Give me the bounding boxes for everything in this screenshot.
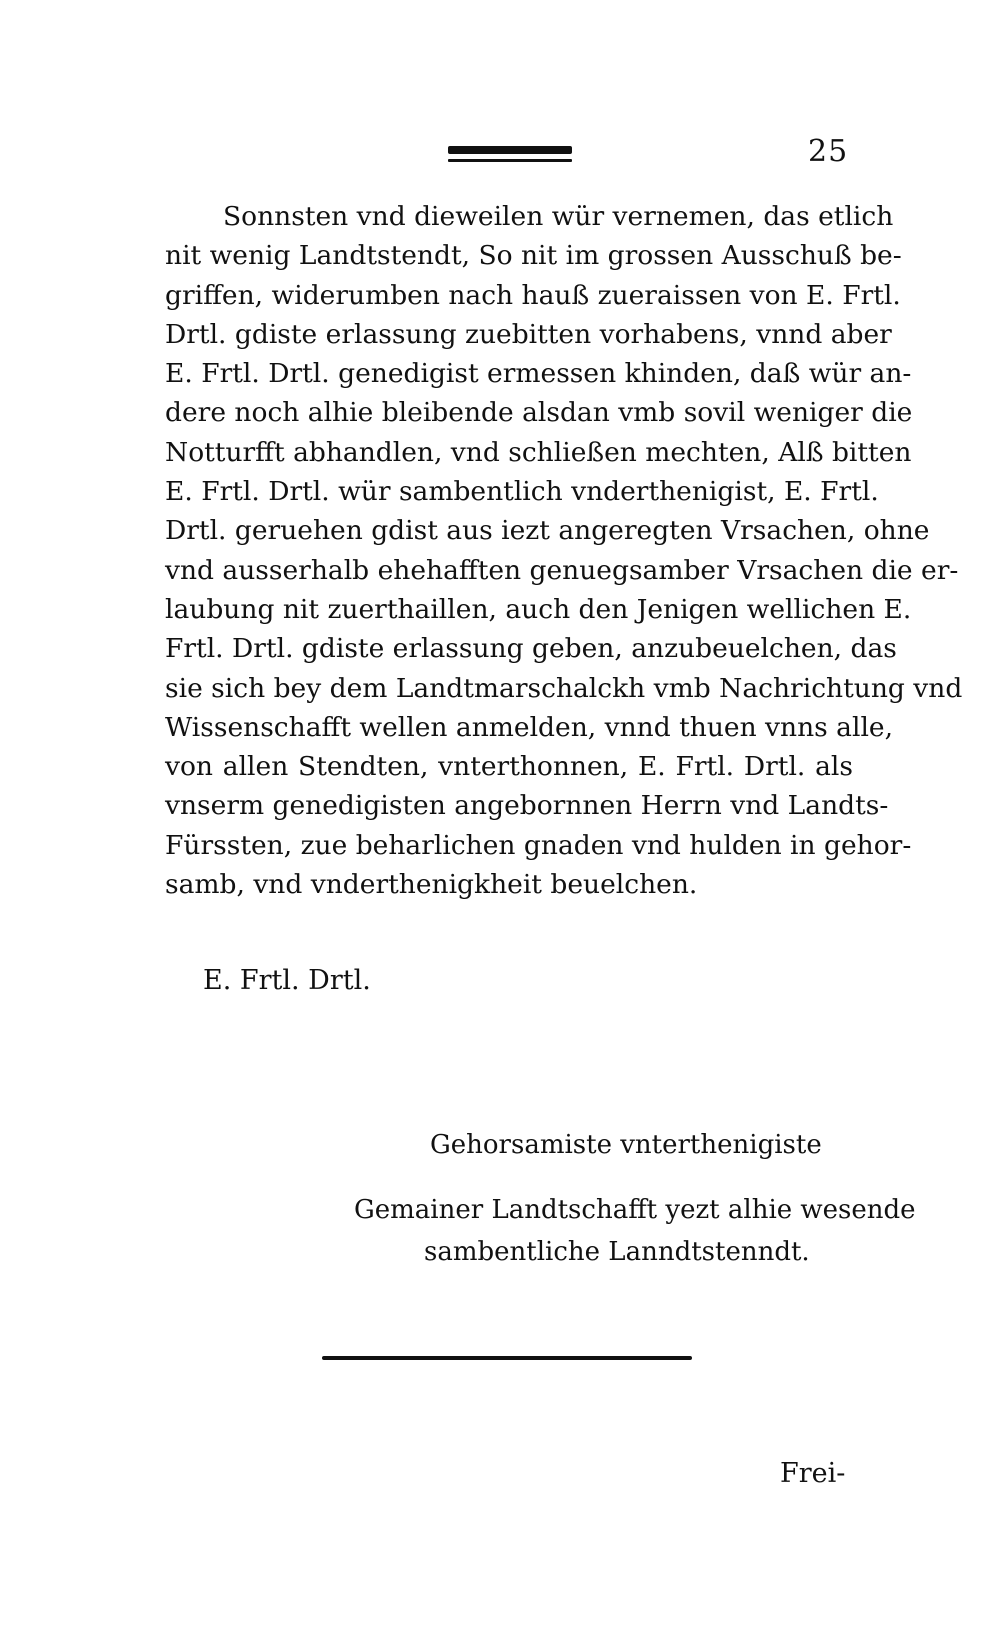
body-line: nit wenig Landtstendt, So nit im grossen Ausschuß be-	[165, 240, 902, 272]
header-rule-thin	[448, 159, 572, 162]
body-line: E. Frtl. Drtl. wür sambentlich vnderthenigist, E. Frtl.	[165, 476, 879, 508]
page-number: 25	[808, 134, 849, 169]
body-line: dere noch alhie bleibende alsdan vmb sovil weniger die	[165, 397, 913, 429]
body-paragraph	[165, 197, 963, 904]
body-line: von allen Stendten, vnterthonnen, E. Frtl. Drtl. als	[165, 751, 853, 783]
body-line: vnd ausserhalb ehehafften genuegsamber Vrsachen die er-	[165, 554, 959, 586]
header-rule-thick	[448, 146, 572, 154]
closing-line-2: Gemainer Landtschafft yezt alhie wesende	[354, 1195, 916, 1225]
body-line: Fürssten, zue beharlichen gnaden vnd hulden in gehor-	[165, 829, 912, 861]
body-line: sie sich bey dem Landtmarschalckh vmb Nachrichtung vnd	[165, 672, 963, 704]
body-line: samb, vnd vnderthenigkheit beuelchen.	[165, 869, 698, 901]
catchword: Frei-	[780, 1458, 846, 1489]
body-line: Frtl. Drtl. gdiste erlassung geben, anzubeuelchen, das	[165, 633, 897, 665]
body-line: Sonnsten vnd dieweilen wür vernemen, das etlich	[223, 201, 894, 232]
body-line: laubung nit zuerthaillen, auch den Jenigen wellichen E.	[165, 593, 912, 625]
body-line: Drtl. gdiste erlassung zuebitten vorhabens, vnnd aber	[165, 318, 892, 350]
salutation: E. Frtl. Drtl.	[203, 965, 371, 996]
header-double-rule	[448, 146, 572, 162]
closing-line-1: Gehorsamiste vnterthenigiste	[430, 1130, 822, 1160]
body-line: Notturfft abhandlen, vnd schließen mechten, Alß bitten	[165, 436, 912, 468]
body-line: Drtl. geruehen gdist aus iezt angeregten Vrsachen, ohne	[165, 515, 930, 547]
body-line: Wissenschafft wellen anmelden, vnnd thuen vnns alle,	[165, 711, 894, 743]
footer-rule	[322, 1356, 692, 1360]
body-line: E. Frtl. Drtl. genedigist ermessen khinden, daß wür an-	[165, 358, 912, 390]
closing-line-3: sambentliche Lanndtstenndt.	[424, 1237, 810, 1267]
body-line: vnserm genedigisten angebornnen Herrn vnd Landts-	[165, 790, 889, 822]
body-line: griffen, widerumben nach hauß zueraissen von E. Frtl.	[165, 279, 901, 311]
